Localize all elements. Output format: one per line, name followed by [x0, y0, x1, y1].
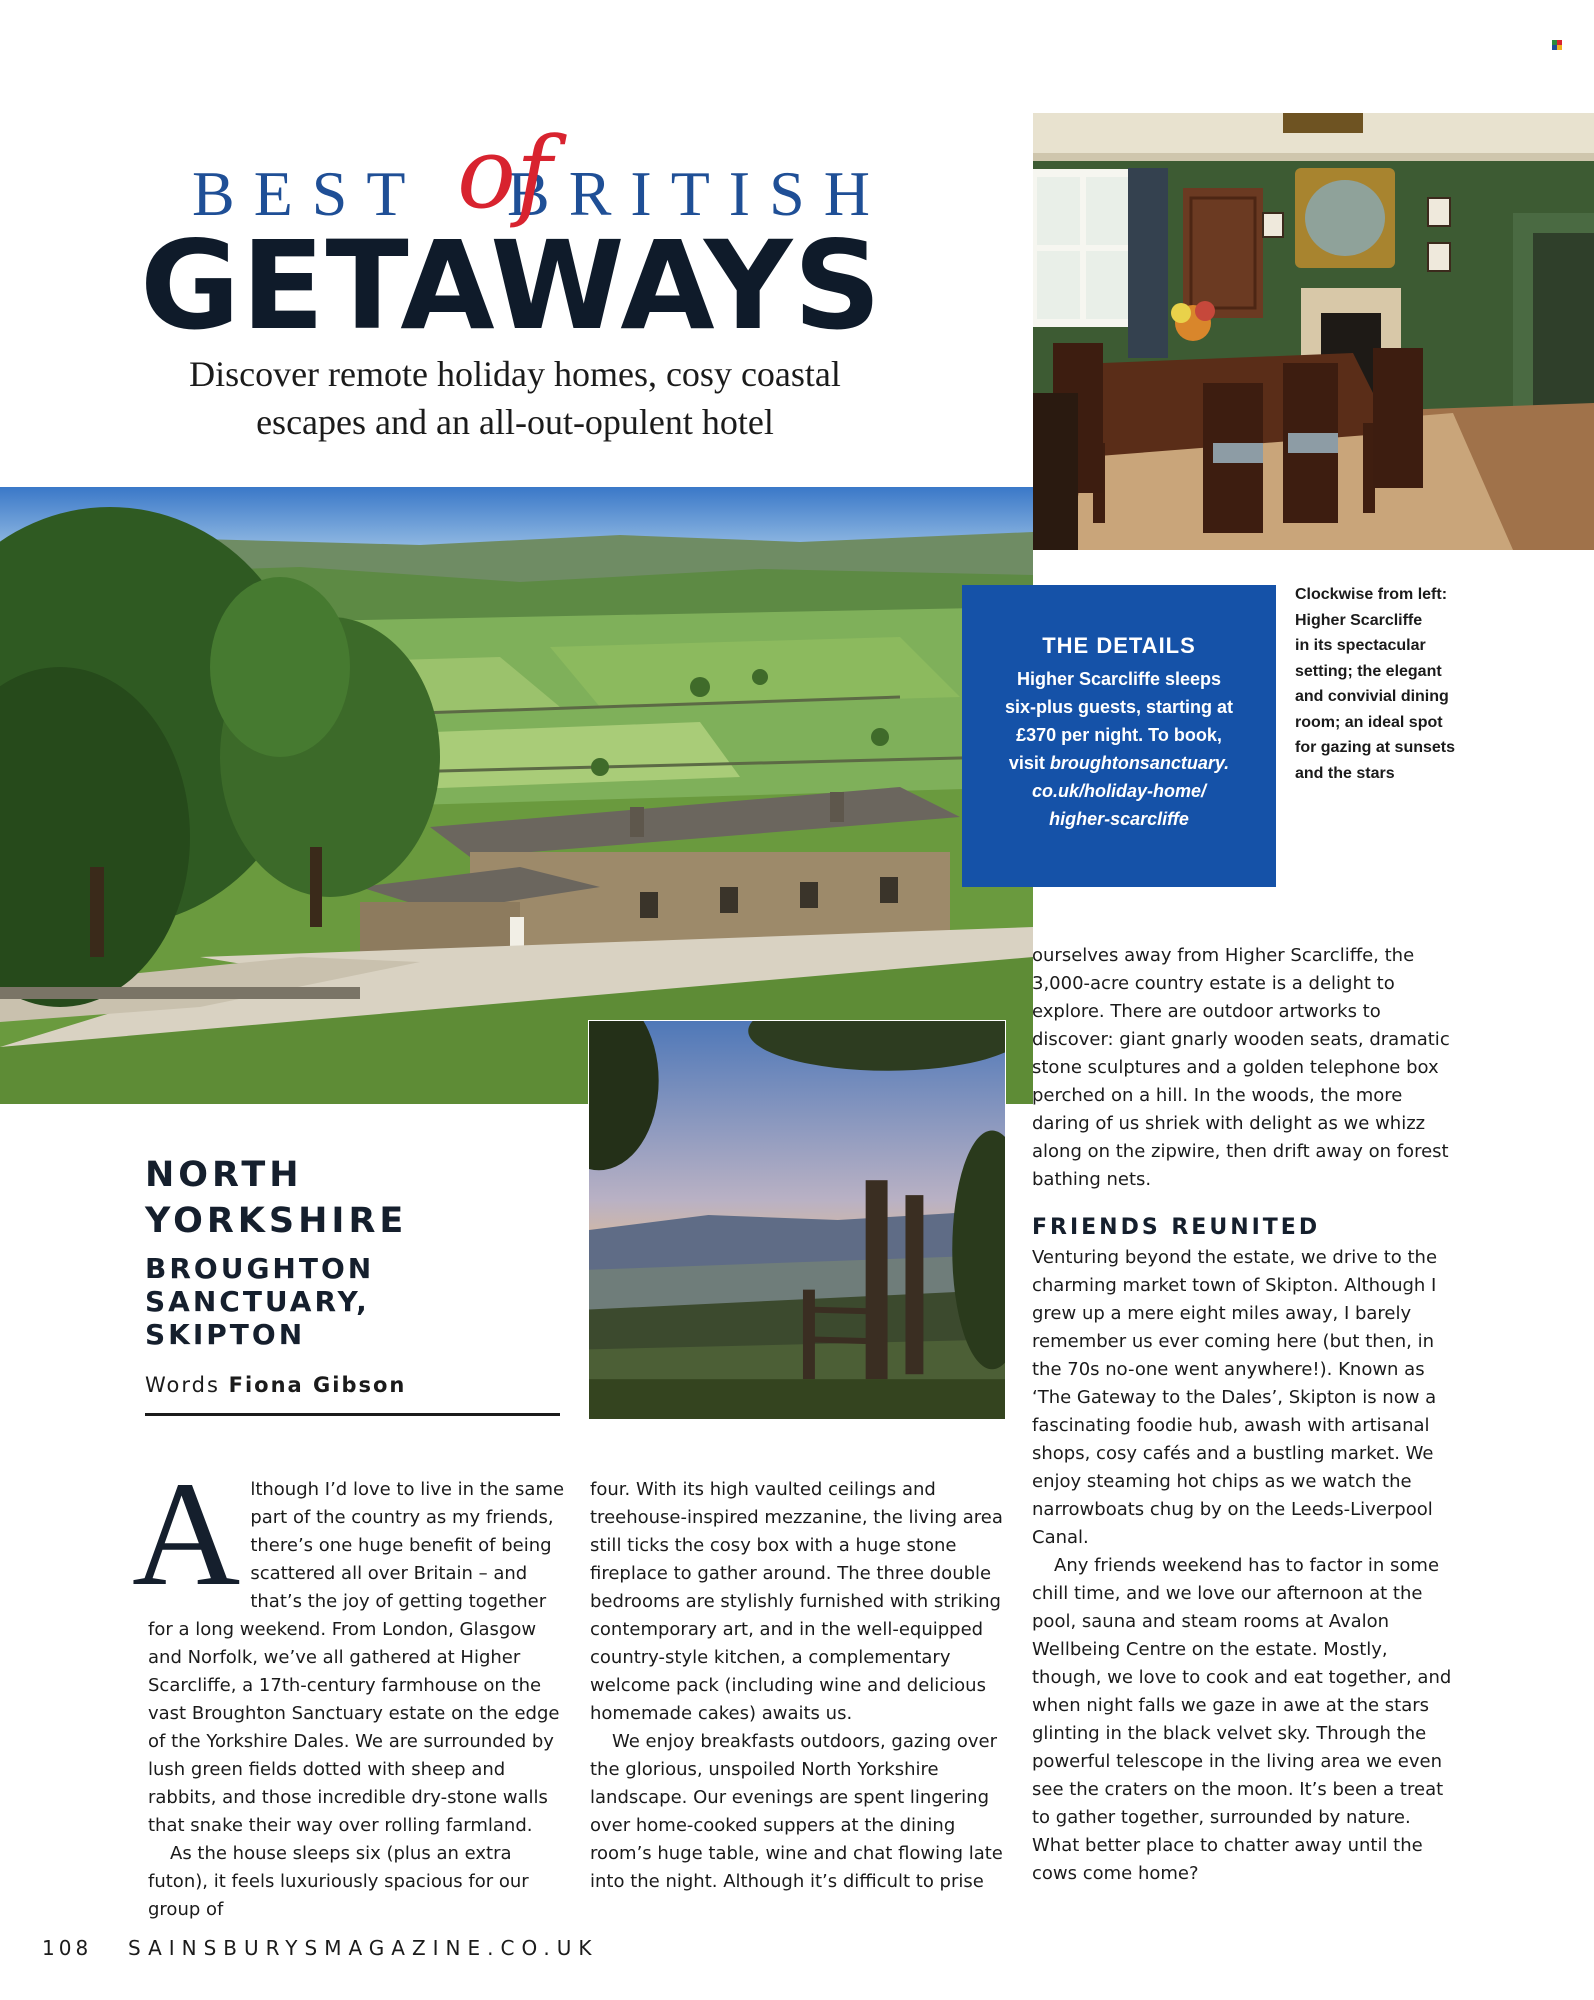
byline-label: Words — [145, 1373, 220, 1397]
caption-line: room; an ideal spot — [1295, 713, 1443, 731]
article-paragraph: four. With its high vaulted ceilings and treehouse-inspired mezzanine, the living area still ticks the cosy box with a huge stone fireplace to gather around. The three double bedrooms are stylishly furnished with striking contemporary art, and in the well-equipped country-style kitchen, a complementary welcome pack (including wine and delicious homemade cakes) awaits us. — [590, 1479, 1003, 1724]
details-line: £370 per night. To book, — [1016, 725, 1222, 745]
article-column-1 — [132, 1451, 568, 1924]
booking-link-line[interactable] — [982, 777, 1256, 805]
article-paragraph — [132, 1451, 568, 1840]
standfirst-line: Discover remote holiday homes, cosy coastal — [189, 354, 841, 394]
corner-print-mark — [1552, 40, 1562, 50]
caption-line: and the stars — [1295, 764, 1395, 782]
article-column-2 — [590, 1476, 1010, 1896]
article-text: lthough I’d love to live in the same part of the country as my friends, there’s one huge benefit of being scattered all over Britain – and that’s the joy of getting together for a long weekend. From London, Glasgow and Norfolk, we’ve all gathered at Higher Scarcliffe, a 17th-century farmhouse on the vast Broughton Sanctuary estate on the edge of the Yorkshire Dales. We are surrounded by lush green fields dotted with sheep and rabbits, and those incredible dry-stone walls that snake their way over rolling farmland. — [148, 1479, 565, 1836]
page-title: GETAWAYS — [140, 215, 883, 357]
details-line: Higher Scarcliffe sleeps — [1016, 669, 1222, 689]
kicker-of-script: of — [457, 117, 553, 231]
footer-url[interactable]: SAINSBURYSMAGAZINE.CO.UK — [128, 1936, 599, 1960]
caption-line: for gazing at sunsets — [1295, 739, 1456, 756]
venue-heading — [145, 1252, 374, 1351]
venue-line: BROUGHTON — [145, 1252, 375, 1285]
details-heading: THE DETAILS — [1042, 633, 1196, 658]
photo-caption — [1295, 582, 1495, 786]
region-heading — [145, 1152, 407, 1244]
drop-cap: A — [132, 1451, 241, 1617]
article-paragraph: Any friends weekend has to factor in some chill time, and we love our afternoon at the pool, sauna and steam rooms at Avalon Wellbeing Centre on the estate. Mostly, though, we love to cook and eat together, and when night falls we gaze in awe at the stars glinting in the black velvet sky. Through the powerful telescope in the living area we even see the craters on the moon. It’s been a treat to gather together, surrounded by nature. What better place to chatter away until the cows come home? — [1032, 1555, 1452, 1884]
caption-line: and convivial dining — [1295, 688, 1449, 705]
article-paragraph: ourselves away from Higher Scarcliffe, the 3,000-acre country estate is a delight to explore. There are outdoor artworks to discover: giant gnarly wooden seats, dramatic stone sculptures and a golden telephone box perched on a hill. In the woods, the more daring of us shriek with delight as we whizz along on the zipwire, then drift away on forest bathing nets. — [1032, 945, 1450, 1190]
venue-line: SKIPTON — [145, 1318, 306, 1351]
booking-link[interactable]: higher-scarcliffe — [1049, 809, 1189, 829]
venue-line: SANCTUARY, — [145, 1285, 370, 1318]
article-column-3-top — [1032, 942, 1462, 1888]
booking-link[interactable]: broughtonsanctuary. — [1049, 753, 1230, 773]
kicker-british: BRITISH — [507, 158, 889, 229]
caption-line: setting; the elegant — [1295, 662, 1442, 680]
details-body — [982, 665, 1256, 833]
details-line — [982, 749, 1256, 777]
standfirst — [110, 350, 920, 446]
details-box — [962, 585, 1276, 887]
kicker-best: BEST — [192, 158, 425, 229]
booking-link[interactable]: co.uk/holiday-home/ — [1031, 781, 1207, 801]
region-line: YORKSHIRE — [145, 1201, 408, 1241]
caption-line: Higher Scarcliffe — [1295, 611, 1423, 629]
caption-line: in its spectacular — [1295, 637, 1426, 654]
details-line: six-plus guests, starting at — [1004, 697, 1234, 717]
article-paragraph: Venturing beyond the estate, we drive to the charming market town of Skipton. Although I grew up a mere eight miles away, I barely remember us ever coming here (but then, in the 70s no-one went anywhere!). Known as ‘The Gateway to the Dales’, Skipton is now a fascinating foodie hub, awash with artisanal shops, cosy cafés and a bustling market. We enjoy steaming hot chips as we watch the narrowboats chug by on the Leeds-Liverpool Canal. — [1032, 1247, 1438, 1548]
sunset-gatepost-photo — [588, 1020, 1006, 1420]
byline-divider — [145, 1413, 560, 1416]
article-paragraph: We enjoy breakfasts outdoors, gazing over the glorious, unspoiled North Yorkshire landscape. Our evenings are spent lingering over home-cooked suppers at the dining room’s huge table, wine and chat flowing late into the night. Although it’s difficult to prise — [590, 1731, 1003, 1892]
section-subhead: FRIENDS REUNITED — [1032, 1215, 1321, 1240]
caption-line: Clockwise from left: — [1295, 586, 1448, 603]
article-paragraph: As the house sleeps six (plus an extra futon), it feels luxuriously spacious for our group of — [148, 1843, 529, 1920]
author-name: Fiona Gibson — [228, 1373, 407, 1397]
region-line: NORTH — [145, 1155, 303, 1195]
standfirst-line: escapes and an all-out-opulent hotel — [256, 402, 774, 442]
details-visit-text: visit — [1008, 753, 1050, 773]
byline — [145, 1373, 406, 1397]
feature-header — [110, 95, 920, 455]
page-number: 108 — [42, 1936, 93, 1960]
booking-link-line[interactable] — [982, 805, 1256, 833]
dining-room-photo — [1033, 113, 1594, 550]
higher-scarcliffe-landscape-photo — [0, 487, 1033, 1104]
